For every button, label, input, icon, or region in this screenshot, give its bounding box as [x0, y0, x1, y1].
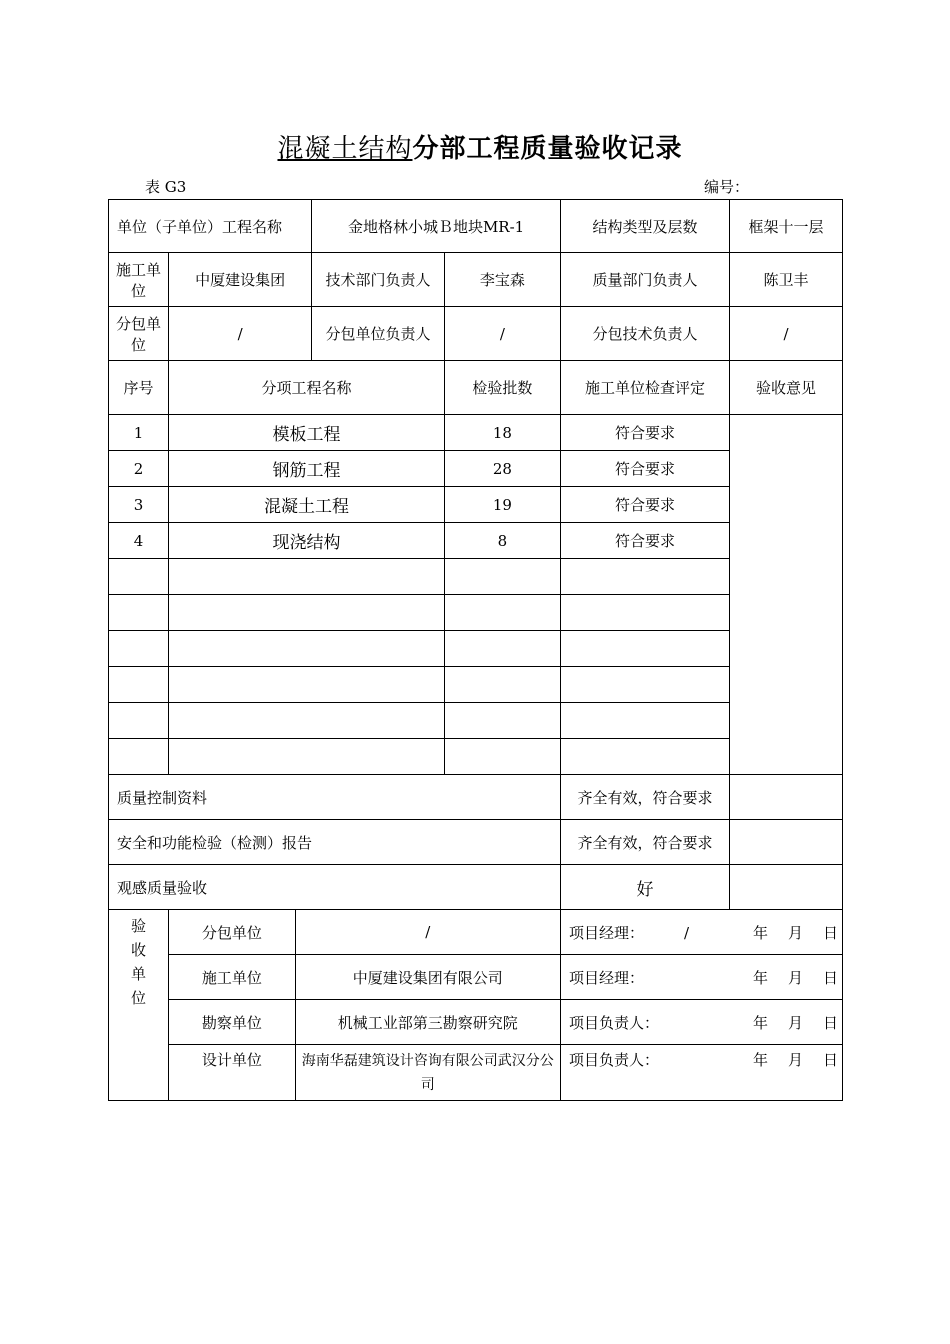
sub-head-value: /	[444, 307, 560, 361]
tech-head-label: 技术部门负责人	[312, 253, 445, 307]
quality-head-label: 质量部门负责人	[560, 253, 729, 307]
sub-head-label: 分包单位负责人	[312, 307, 445, 361]
row-check	[560, 667, 729, 703]
row-seq	[109, 703, 169, 739]
row-seq	[109, 559, 169, 595]
title-main: 分部工程质量验收记录	[412, 134, 683, 164]
row-batches	[444, 703, 560, 739]
row-item: 混凝土工程	[169, 487, 445, 523]
row-item: 现浇结构	[169, 523, 445, 559]
row-seq	[109, 739, 169, 775]
summary-opinion	[729, 775, 842, 820]
record-number-label: 编号：	[704, 178, 750, 196]
summary-row	[109, 820, 843, 865]
summary-label: 安全和功能检验（检测）报告	[109, 820, 561, 865]
summary-value: 齐全有效，符合要求	[560, 820, 729, 865]
title-prefix: 混凝土结构	[277, 134, 413, 164]
acceptance-sign: 项目负责人： 年 月 日	[560, 1000, 842, 1045]
row-batches	[444, 559, 560, 595]
row-item	[169, 559, 445, 595]
summary-value: 齐全有效，符合要求	[560, 775, 729, 820]
sub-tech-label: 分包技术负责人	[560, 307, 729, 361]
row-batches: 19	[444, 487, 560, 523]
row-check	[560, 631, 729, 667]
acceptance-record-table	[108, 199, 843, 1101]
summary-opinion	[729, 865, 842, 910]
row-batches: 28	[444, 451, 560, 487]
column-item: 分项工程名称	[169, 361, 445, 415]
row-batches: 8	[444, 523, 560, 559]
row-item	[169, 631, 445, 667]
acceptance-unit-name: 中厦建设集团有限公司	[295, 955, 560, 1000]
row-check: 符合要求	[560, 523, 729, 559]
sub-tech-value: /	[729, 307, 842, 361]
table-row	[109, 415, 843, 451]
row-check: 符合要求	[560, 451, 729, 487]
page-title	[0, 128, 950, 165]
summary-label: 观感质量验收	[109, 865, 561, 910]
acceptance-row	[109, 1045, 843, 1101]
acceptance-unit-name: /	[295, 910, 560, 955]
opinion-cell	[729, 415, 842, 775]
row-check	[560, 739, 729, 775]
project-name-value: 金地格林小城Ｂ地块MR-1	[312, 200, 561, 253]
summary-row	[109, 775, 843, 820]
constructor-label: 施工单位	[109, 253, 169, 307]
row-item: 钢筋工程	[169, 451, 445, 487]
quality-head-value: 陈卫丰	[729, 253, 842, 307]
table-number: 表 G3	[145, 178, 187, 196]
column-opinion: 验收意见	[729, 361, 842, 415]
acceptance-sign: 项目经理： 年 月 日	[560, 955, 842, 1000]
row-seq: 4	[109, 523, 169, 559]
column-batches: 检验批数	[444, 361, 560, 415]
row-seq: 3	[109, 487, 169, 523]
tech-head-value: 李宝森	[444, 253, 560, 307]
structure-type-label: 结构类型及层数	[560, 200, 729, 253]
row-batches	[444, 739, 560, 775]
summary-label: 质量控制资料	[109, 775, 561, 820]
subcontractor-label: 分包单位	[109, 307, 169, 361]
acceptance-group-label: 验 收 单 位	[109, 910, 169, 1101]
row-check	[560, 595, 729, 631]
row-batches: 18	[444, 415, 560, 451]
row-item: 模板工程	[169, 415, 445, 451]
acceptance-unit-name: 海南华磊建筑设计咨询有限公司武汉分公 司	[295, 1045, 560, 1101]
summary-row	[109, 865, 843, 910]
row-seq: 2	[109, 451, 169, 487]
row-check: 符合要求	[560, 487, 729, 523]
row-seq: 1	[109, 415, 169, 451]
summary-value: 好	[560, 865, 729, 910]
column-check: 施工单位检查评定	[560, 361, 729, 415]
row-item	[169, 667, 445, 703]
row-seq	[109, 667, 169, 703]
acceptance-sign: 项目经理： / 年 月 日	[560, 910, 842, 955]
constructor-value: 中厦建设集团	[169, 253, 312, 307]
row-item	[169, 739, 445, 775]
structure-type-value: 框架十一层	[729, 200, 842, 253]
acceptance-role: 设计单位	[169, 1045, 295, 1101]
row-seq	[109, 631, 169, 667]
row-item	[169, 595, 445, 631]
acceptance-unit-name: 机械工业部第三勘察研究院	[295, 1000, 560, 1045]
acceptance-sign: 项目负责人： 年 月 日	[560, 1045, 842, 1101]
row-item	[169, 703, 445, 739]
row-seq	[109, 595, 169, 631]
summary-opinion	[729, 820, 842, 865]
row-batches	[444, 631, 560, 667]
acceptance-row	[109, 955, 843, 1000]
acceptance-row	[109, 910, 843, 955]
row-check	[560, 559, 729, 595]
acceptance-role: 分包单位	[169, 910, 295, 955]
acceptance-row	[109, 1000, 843, 1045]
subcontractor-value: /	[169, 307, 312, 361]
row-check	[560, 703, 729, 739]
row-batches	[444, 595, 560, 631]
acceptance-role: 勘察单位	[169, 1000, 295, 1045]
row-check: 符合要求	[560, 415, 729, 451]
project-name-label: 单位（子单位）工程名称	[109, 200, 312, 253]
row-batches	[444, 667, 560, 703]
acceptance-role: 施工单位	[169, 955, 295, 1000]
column-seq: 序号	[109, 361, 169, 415]
